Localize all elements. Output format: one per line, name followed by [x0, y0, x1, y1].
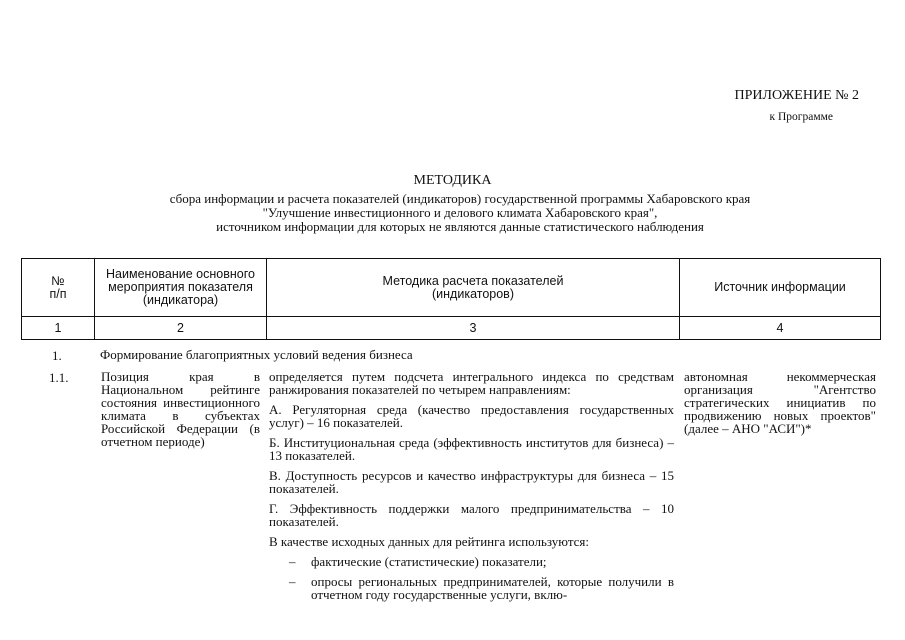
column-number: 3	[267, 317, 680, 340]
method-paragraph: Б. Институциональная среда (эффективность институтов для бизнеса) – 13 показателей.	[269, 435, 674, 463]
header-cell: Источник информации	[680, 259, 881, 317]
section-number: 1.	[52, 348, 62, 363]
bullet-dash: –	[289, 574, 296, 589]
method-bullet: – опросы региональных предпринимателей, которые получили в отчетном году государственные услуги, вклю-	[289, 574, 674, 602]
column-number: 2	[95, 317, 267, 340]
column-number: 1	[22, 317, 95, 340]
row-number: 1.1.	[49, 370, 69, 385]
method-paragraph: А. Регуляторная среда (качество предоставления государственных услуг) – 16 показателей.	[269, 402, 674, 430]
column-number-row	[22, 317, 881, 340]
header-cell: № п/п	[22, 259, 95, 317]
bullet-dash: –	[289, 554, 296, 569]
document-title: МЕТОДИКА	[413, 173, 492, 188]
method-description	[269, 370, 674, 608]
method-paragraph: определяется путем подсчета интегрального индекса по средствам ранжирования показателей по четырем направлениям:	[269, 369, 674, 397]
method-bullet: – фактические (статистические) показатели;	[289, 554, 547, 569]
method-paragraph: В. Доступность ресурсов и качество инфраструктуры для бизнеса – 15 показателей.	[269, 468, 674, 496]
information-source: автономная некоммерческая организация "Агентство стратегических инициатив по продвижению новых проектов" (далее – АНО "АСИ")*	[684, 369, 876, 436]
subtitle-line: сбора информации и расчета показателей (индикаторов) государственной программы Хабаровского края	[169, 191, 751, 206]
subtitle-line: "Улучшение инвестиционного и делового климата Хабаровского края",	[262, 205, 658, 220]
section-title: Формирование благоприятных условий ведения бизнеса	[100, 347, 413, 362]
indicator-name: Позиция края в Национальном рейтинге состояния инвестиционного климата в субъектах Российской Федерации (в отчетном периоде)	[101, 369, 260, 449]
appendix-title: ПРИЛОЖЕНИЕ № 2	[734, 88, 859, 103]
method-paragraph: В качестве исходных данных для рейтинга используются:	[269, 534, 590, 549]
methodology-table-header	[21, 258, 881, 340]
subtitle-line: источником информации для которых не являются данные статистического наблюдения	[216, 219, 704, 234]
header-cell: Наименование основного мероприятия показателя (индикатора)	[95, 259, 267, 317]
method-paragraph: Г. Эффективность поддержки малого предпринимательства – 10 показателей.	[269, 501, 674, 529]
column-number: 4	[680, 317, 881, 340]
document-subtitle	[60, 192, 860, 234]
appendix-ref: к Программе	[769, 111, 833, 123]
header-cell: Методика расчета показателей (индикаторов)	[267, 259, 680, 317]
header-row	[22, 259, 881, 317]
